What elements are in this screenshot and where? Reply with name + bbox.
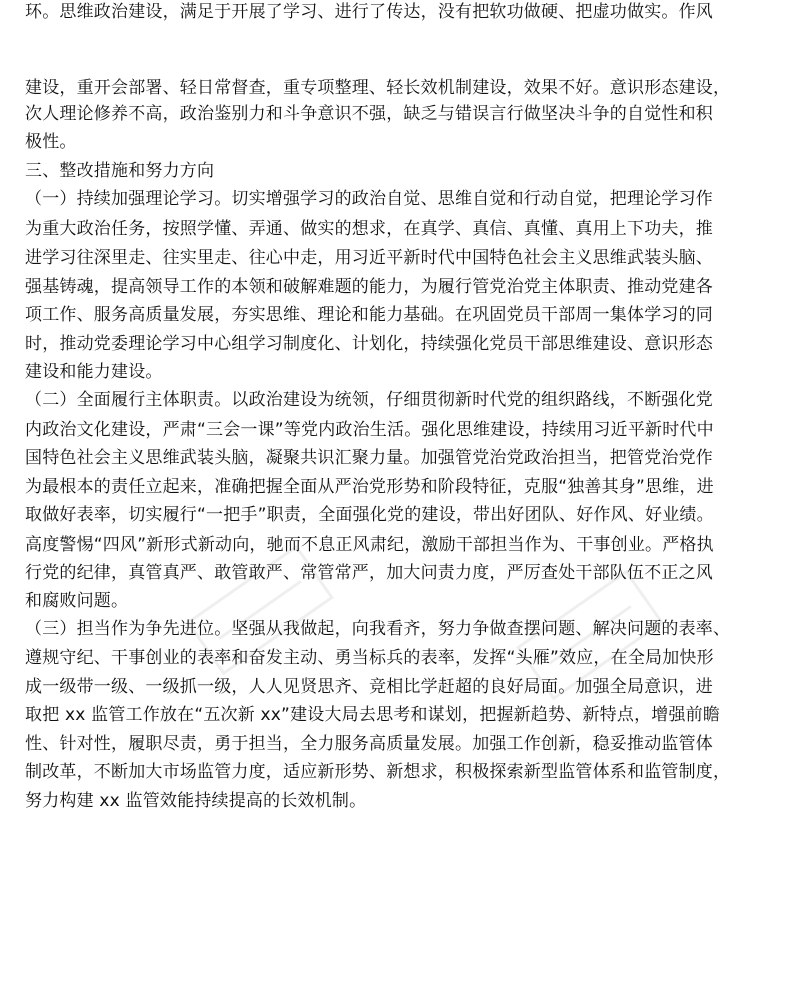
paragraph-line: 为最根本的责任立起来，准确把握全面从严治党形势和阶段特征，克服“独善其身”思维，进 [25,477,714,497]
paragraph-line: 制改革，不断加大市场监管力度，适应新形势、新想求，积极探索新型监管体系和监管制度， [25,762,731,782]
paragraph-line: 内政治文化建设，严肃“三会一课”等党内政治生活。强化思维建设，持续用习近平新时代中 [25,420,714,440]
paragraph-line: 为重大政治任务，按照学懂、弄通、做实的想求，在真学、真信、真懂、真用上下功夫，推 [25,219,713,239]
paragraph-line: 强基铸魂，提高领导工作的本领和破解难题的能力，为履行管党治党主体职责、推动党建各 [25,277,713,297]
paragraph-line: 时，推动党委理论学习中心组学习制度化、计划化，持续强化党员干部思维建设、意识形态 [25,334,713,354]
paragraph-line: 取把 xx 监管工作放在“五次新 xx”建设大局去思考和谋划，把握新趋势、新特点，增强前瞻 [25,705,721,725]
paragraph-line: 次人理论修养不高，政治鉴别力和斗争意识不强，缺乏与错误言行做坚决斗争的自觉性和积 [25,104,713,124]
paragraph-line: 极性。 [25,132,77,152]
paragraph-line: 国特色社会主义思维武装头脑，凝聚共识汇聚力量。加强管党治党政治担当，把管党治党作 [25,448,713,468]
paragraph-line: 进学习往深里走、往实里走、往心中走，用习近平新时代中国特色社会主义思维武装头脑、 [25,248,713,268]
paragraph-line: 努力构建 xx 监管效能持续提高的长效机制。 [25,791,367,811]
paragraph-line: （一）持续加强理论学习。切实增强学习的政治自觉、思维自觉和行动自觉，把理论学习作 [25,189,713,209]
paragraph-line: 遵规守纪、干事创业的表率和奋发主动、勇当标兵的表率，发挥“头雁”效应，在全局加快形 [25,648,714,668]
paragraph-line: 成一级带一级、一级抓一级，人人见贤思齐、竞相比学赶超的良好局面。加强全局意识，进 [25,677,713,697]
paragraph-line: （三）担当作为争先进位。坚强从我做起，向我看齐，努力争做查摆问题、解决问题的表率、 [25,619,731,639]
paragraph-line: 取做好表率，切实履行“一把手”职责，全面强化党的建设，带出好团队、好作风、好业绩。 [25,505,714,525]
paragraph-line: 高度警惕“四风”新形式新动向，驰而不息正风肃纪，激励干部担当作为、干事创业。严格执 [25,535,714,555]
paragraph-line: 和腐败问题。 [25,591,129,611]
section-heading: 三、整改措施和努力方向 [25,161,215,181]
paragraph-line: 建设，重开会部署、轻日常督查，重专项整理、轻长效机制建设，效果不好。意识形态建设， [25,78,731,98]
paragraph-line: 项工作、服务高质量发展，夯实思维、理论和能力基础。在巩固党员干部周一集体学习的同 [25,305,713,325]
paragraph-line: 行党的纪律，真管真严、敢管敢严、常管常严，加大问责力度，严厉查处干部队伍不正之风 [25,563,713,583]
paragraph-line: （二）全面履行主体职责。以政治建设为统领，仔细贯彻新时代党的组织路线，不断强化党 [25,390,713,410]
paragraph-line: 建设和能力建设。 [25,362,163,382]
paragraph-line: 性、针对性，履职尽责，勇于担当，全力服务高质量发展。加强工作创新，稳妥推动监管体 [25,734,713,754]
paragraph-line: 环。思维政治建设，满足于开展了学习、进行了传达，没有把软功做硬、把虚功做实。作风 [25,2,713,22]
